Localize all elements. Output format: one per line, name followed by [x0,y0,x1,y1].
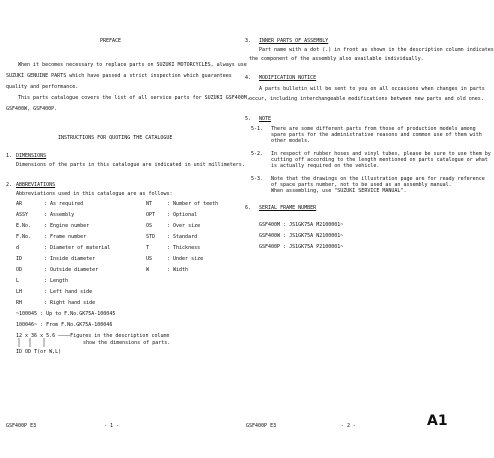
page-number: - 1 - [104,423,120,429]
abbr-code: ID [16,256,23,262]
section-number: 1. [6,153,13,159]
section-tag: A1 [427,413,448,429]
abbr-code: LH [16,289,23,295]
dimension-example: 12 x 36 x 5.6 ————Figures in the description column [16,333,170,339]
abbreviations-intro: Abbreviations used in this catalogue are as follows: [16,191,173,197]
modification-line: A parts bulletin will be sent to you on all occasions when changes in parts [259,86,485,92]
inner-parts-line: Part name with a dot (.) in front as shown in the description column indicates [259,47,494,53]
section-heading-abbreviations: ABBREVIATIONS [16,182,56,188]
preface-title: PREFACE [100,38,122,44]
note-number: 5-3. [251,176,264,182]
abbr-code: L [16,278,20,284]
abbr-code: US [146,256,153,262]
upto-abbreviation: ~100045 : Up to F.No.GK75A-100045 [16,311,116,317]
note-line: In respect of rubber hoses and vinyl tubes, please be sure to use them by [271,151,491,157]
section-number: 2. [6,182,13,188]
abbr-code: NT [146,201,153,207]
abbr-meaning: : Right hand side [44,300,96,306]
abbr-meaning: : Length [44,278,69,284]
abbr-code: E.No. [16,223,32,229]
abbr-code: OPT [146,212,156,218]
abbr-meaning: : As required [44,201,84,207]
section-number: 6. [245,205,252,211]
serial-number-row: GSF400W : JS1GK75A N2100001~ [259,233,344,239]
abbr-meaning: : Diameter of material [44,245,111,251]
preface-line: When it becomes necessary to replace parts on SUZUKI MOTORCYCLES, always use [18,62,247,68]
footer-model: GSF400P E3 [6,423,37,429]
preface-line: quality and performance. [6,84,79,90]
abbr-meaning: : Under size [167,256,204,262]
footer-model: GSF400P E3 [246,423,277,429]
dimension-brackets [16,338,56,348]
page-number: - 2 - [341,423,357,429]
inner-parts-line: the component of the assembly also available individually. [249,56,424,62]
abbr-meaning: : Optional [167,212,198,218]
abbr-meaning: : Inside diameter [44,256,96,262]
note-line: There are some different parts from those of production models among [271,126,476,132]
section-heading-serial: SERIAL FRAME NUMBER [259,205,317,211]
abbr-meaning: : Over size [167,223,201,229]
dimension-legend: ID OD T(or W,L) [16,349,62,355]
abbr-meaning: : Left hand side [44,289,93,295]
abbr-code: STD [146,234,156,240]
abbr-code: T [146,245,150,251]
note-line: other models. [271,138,311,144]
section-heading-modification: MODIFICATION NOTICE [259,75,317,81]
section-number: 5. [245,116,252,122]
preface-line: GSF400W, GSF400P. [6,106,58,112]
note-line: spare parts for the administrative reasons and common use of them with [271,132,482,138]
note-line: of space parts number, not to be used as an assembly manual. [271,182,452,188]
section-heading-inner-parts: INNER PARTS OF ASSEMBLY [259,38,329,44]
abbr-code: W [146,267,150,273]
note-number: 5-2. [251,151,264,157]
abbr-code: F.No. [16,234,32,240]
note-line: cutting off according to the length mentioned on parts catalogue or what [271,157,488,163]
abbr-meaning: : Width [167,267,189,273]
abbr-code: OD [16,267,23,273]
abbr-meaning: : Number of teeth [167,201,219,207]
abbr-code: RH [16,300,23,306]
from-abbreviation: 100046~ : From F.No.GK75A-100046 [16,322,113,328]
preface-line: SUZUKI GENUINE PARTS which have passed a strict inspection which guarantees [6,73,232,79]
note-line: is actually required on the vehicle. [271,163,380,169]
abbr-code: d [16,245,20,251]
serial-number-row: GSF400M : JS1GK75A M2100001~ [259,222,344,228]
note-number: 5-1. [251,126,264,132]
abbr-meaning: : Outside diameter [44,267,99,273]
abbr-meaning: : Standard [167,234,198,240]
abbr-code: OS [146,223,153,229]
abbr-code: AR [16,201,23,207]
section-number: 3. [245,38,252,44]
section-heading-note: NOTE [259,116,272,122]
note-line: Note that the drawings on the illustration page are for ready reference [271,176,485,182]
instructions-title: INSTRUCTIONS FOR QUOTING THE CATALOGUE [58,135,173,141]
section-number: 4. [245,75,252,81]
note-line: When assembling, use "SUZUKI SERVICE MANUAL". [271,188,407,194]
modification-line: occur, including interchangeable modifications between new parts and old ones. [249,96,484,102]
section-heading-dimensions: DIMENSIONS [16,153,47,159]
serial-number-row: GSF400P : JS1GK75A P2100001~ [259,244,344,250]
preface-line: This parts catalogue covers the list of all service parts for SUZUKI GSF400M, [18,95,250,101]
abbr-meaning: : Thickness [167,245,201,251]
dimensions-text: Dimensions of the parts in this catalogue are indicated in unit millimeters. [16,162,245,168]
abbr-meaning: : Frame number [44,234,87,240]
abbr-code: ASSY [16,212,29,218]
abbr-meaning: : Assembly [44,212,75,218]
right-page [229,0,494,458]
abbr-meaning: : Engine number [44,223,90,229]
dimension-example-note: show the dimensions of parts. [83,340,171,346]
